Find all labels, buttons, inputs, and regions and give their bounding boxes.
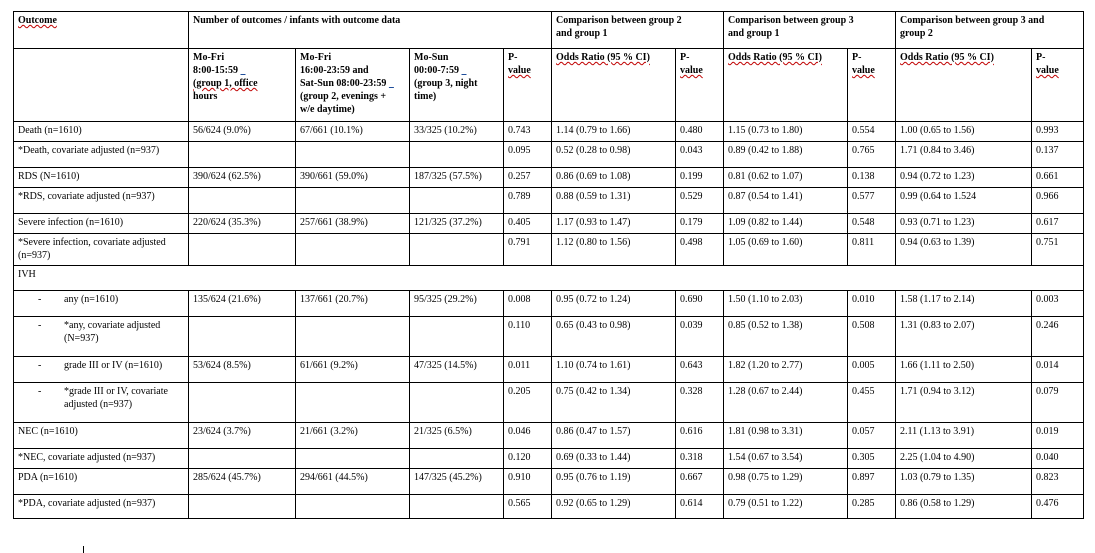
or-cell-21: 1.14 (0.79 to 1.66) [552,122,676,142]
table-row [14,469,1084,495]
pvalue-cell-31: 0.057 [848,423,896,449]
outcome-label: grade III or IV (n=1610) [64,360,163,371]
outcome-label-cell [14,214,189,234]
pvalue-cell: 0.205 [504,383,552,423]
table-row [14,214,1084,234]
pvalue-cell-31: 0.305 [848,449,896,469]
count-cell-g3 [410,495,504,519]
pvalue-cell: 0.910 [504,469,552,495]
count-cell-g2: 21/661 (3.2%) [296,423,410,449]
or-cell-21: 0.69 (0.33 to 1.44) [552,449,676,469]
count-cell-g3 [410,383,504,423]
or-cell-21: 0.95 (0.76 to 1.19) [552,469,676,495]
pvalue-cell-21: 0.318 [676,449,724,469]
or-cell-21: 1.12 (0.80 to 1.56) [552,234,676,266]
table-row [14,291,1084,317]
pvalue-cell-21: 0.643 [676,357,724,383]
table-row [14,142,1084,168]
pvalue-cell: 0.011 [504,357,552,383]
group-3-header: Mo-Sun 00:00-7:59 (group 3, night time) [410,49,504,122]
or-cell-32: 0.93 (0.71 to 1.23) [896,214,1032,234]
count-cell-g1: 390/624 (62.5%) [189,168,296,188]
count-cell-g1 [189,142,296,168]
comparison-3-2-header: Comparison between group 3 and group 2 [896,12,1084,49]
outcome-label-cont: (N=937) [64,333,99,344]
count-cell-g2: 61/661 (9.2%) [296,357,410,383]
pvalue-cell-32: 0.014 [1032,357,1084,383]
outcome-label-cell [14,291,189,317]
pvalue-cell: 0.565 [504,495,552,519]
count-cell-g2 [296,495,410,519]
count-cell-g3: 33/325 (10.2%) [410,122,504,142]
or-cell-21: 1.17 (0.93 to 1.47) [552,214,676,234]
count-cell-g2: 390/661 (59.0%) [296,168,410,188]
or-cell-31: 0.81 (0.62 to 1.07) [724,168,848,188]
pvalue-cell: 0.008 [504,291,552,317]
or-cell-32: 2.25 (1.04 to 4.90) [896,449,1032,469]
or-cell-21: 0.88 (0.59 to 1.31) [552,188,676,214]
pvalue-cell-31: 0.577 [848,188,896,214]
pvalue-cell-32: 0.476 [1032,495,1084,519]
pvalue-cell-32: 0.019 [1032,423,1084,449]
header-row-1 [14,12,1084,49]
count-cell-g2 [296,142,410,168]
pvalue-cell: 0.257 [504,168,552,188]
count-cell-g1 [189,234,296,266]
pvalue-cell-31: 0.811 [848,234,896,266]
or-cell-31: 0.87 (0.54 to 1.41) [724,188,848,214]
or-cell-31: 1.50 (1.10 to 2.03) [724,291,848,317]
pvalue-cell-32: 0.751 [1032,234,1084,266]
pvalue-cell-21: 0.616 [676,423,724,449]
comparison-3-1-header: Comparison between group 3 and group 1 [724,12,896,49]
count-cell-g1 [189,449,296,469]
outcome-label: *any, covariate adjusted [64,320,161,331]
pvalue-header: P- value [504,49,552,122]
table-row [14,122,1084,142]
or-cell-32: 0.94 (0.63 to 1.39) [896,234,1032,266]
pvalue-cell-31: 0.554 [848,122,896,142]
outcome-label-cont: (n=937) [18,250,51,261]
pvalue-cell-21: 0.039 [676,317,724,357]
pvalue-header-32: P- value [1032,49,1084,122]
count-cell-g3 [410,449,504,469]
pvalue-cell-21: 0.043 [676,142,724,168]
count-cell-g2: 257/661 (38.9%) [296,214,410,234]
count-cell-g2: 294/661 (44.5%) [296,469,410,495]
count-cell-g3 [410,188,504,214]
count-cell-g3 [410,317,504,357]
or-cell-21: 0.52 (0.28 to 0.98) [552,142,676,168]
or-cell-31: 0.79 (0.51 to 1.22) [724,495,848,519]
or-cell-32: 2.11 (1.13 to 3.91) [896,423,1032,449]
or-cell-31: 1.81 (0.98 to 3.31) [724,423,848,449]
pvalue-cell-31: 0.897 [848,469,896,495]
or-cell-32: 0.99 (0.64 to 1.524 [896,188,1032,214]
count-cell-g1: 220/624 (35.3%) [189,214,296,234]
pvalue-cell-32: 0.040 [1032,449,1084,469]
or-cell-31: 1.28 (0.67 to 2.44) [724,383,848,423]
outcome-label-cell [14,495,189,519]
outcome-label-cell [14,234,189,266]
count-cell-g1: 56/624 (9.0%) [189,122,296,142]
blank-header-cell [14,49,189,122]
outcome-label-cell [14,142,189,168]
count-cell-g3: 121/325 (37.2%) [410,214,504,234]
pvalue-cell-31: 0.138 [848,168,896,188]
outcome-label-cell [14,423,189,449]
pvalue-cell: 0.095 [504,142,552,168]
pvalue-cell-32: 0.617 [1032,214,1084,234]
count-cell-g3 [410,142,504,168]
outcome-label: Death (n=1610) [18,125,82,136]
section-row [14,266,1084,291]
pvalue-cell: 0.791 [504,234,552,266]
outcome-label-cell [14,357,189,383]
or-ci-header-32: Odds Ratio (95 % CI) [896,49,1032,122]
or-cell-21: 0.65 (0.43 to 0.98) [552,317,676,357]
or-cell-31: 0.85 (0.52 to 1.38) [724,317,848,357]
outcome-label: *NEC, covariate adjusted (n=937) [18,452,156,463]
or-cell-31: 0.98 (0.75 to 1.29) [724,469,848,495]
pvalue-cell-21: 0.667 [676,469,724,495]
pvalue-cell-31: 0.455 [848,383,896,423]
list-dash: - [38,320,42,331]
pvalue-cell-21: 0.480 [676,122,724,142]
list-dash: - [38,360,42,371]
pvalue-cell: 0.743 [504,122,552,142]
count-cell-g2: 137/661 (20.7%) [296,291,410,317]
count-cell-g1 [189,317,296,357]
or-cell-32: 1.71 (0.84 to 3.46) [896,142,1032,168]
table-row [14,234,1084,266]
pvalue-cell-21: 0.179 [676,214,724,234]
pvalue-cell: 0.110 [504,317,552,357]
count-cell-g3: 21/325 (6.5%) [410,423,504,449]
outcome-label: PDA (n=1610) [18,472,78,483]
count-cell-g2: 67/661 (10.1%) [296,122,410,142]
outcome-label-cell [14,383,189,423]
group-2-header: Mo-Fri 16:00-23:59 and Sat-Sun 08:00-23:59 (group 2, evenings + w/e daytime) [296,49,410,122]
or-cell-32: 1.31 (0.83 to 2.07) [896,317,1032,357]
count-cell-g1 [189,383,296,423]
pvalue-cell-31: 0.285 [848,495,896,519]
outcome-label-cell [14,469,189,495]
pvalue-cell-32: 0.003 [1032,291,1084,317]
outcome-label: *RDS, covariate adjusted (n=937) [18,191,155,202]
pvalue-cell: 0.046 [504,423,552,449]
count-cell-g3 [410,234,504,266]
or-cell-31: 1.54 (0.67 to 3.54) [724,449,848,469]
or-cell-32: 1.03 (0.79 to 1.35) [896,469,1032,495]
pvalue-cell-32: 0.993 [1032,122,1084,142]
count-cell-g1 [189,495,296,519]
outcome-label: NEC (n=1610) [18,426,78,437]
outcome-label-cell [14,449,189,469]
page-edge-mark [83,546,84,553]
or-ci-header-31: Odds Ratio (95 % CI) [724,49,848,122]
table-row [14,495,1084,519]
outcome-label: any (n=1610) [64,294,119,305]
count-cell-g2 [296,234,410,266]
pvalue-cell: 0.120 [504,449,552,469]
list-dash: - [38,386,42,397]
or-cell-31: 1.82 (1.20 to 2.77) [724,357,848,383]
outcome-header: Outcome [14,12,189,49]
or-cell-32: 1.58 (1.17 to 2.14) [896,291,1032,317]
or-cell-21: 0.86 (0.47 to 1.57) [552,423,676,449]
count-cell-g3: 187/325 (57.5%) [410,168,504,188]
count-cell-g3: 95/325 (29.2%) [410,291,504,317]
outcome-label: RDS (N=1610) [18,171,80,182]
pvalue-cell-31: 0.548 [848,214,896,234]
outcome-label: *Severe infection, covariate adjusted [18,237,166,248]
pvalue-cell-32: 0.966 [1032,188,1084,214]
outcome-label-cell [14,168,189,188]
table-row [14,357,1084,383]
pvalue-cell-32: 0.661 [1032,168,1084,188]
table-row [14,188,1084,214]
count-cell-g2 [296,383,410,423]
count-cell-g2 [296,317,410,357]
pvalue-cell-32: 0.137 [1032,142,1084,168]
pvalue-cell-21: 0.498 [676,234,724,266]
section-label-cell: IVH [14,266,1084,291]
pvalue-cell-21: 0.690 [676,291,724,317]
or-cell-31: 1.05 (0.69 to 1.60) [724,234,848,266]
pvalue-cell-21: 0.614 [676,495,724,519]
or-cell-21: 1.10 (0.74 to 1.61) [552,357,676,383]
outcome-label-cell [14,122,189,142]
pvalue-cell-32: 0.823 [1032,469,1084,495]
pvalue-cell-21: 0.199 [676,168,724,188]
comparison-2-1-header: Comparison between group 2 and group 1 [552,12,724,49]
count-cell-g2 [296,188,410,214]
header-row-2 [14,49,1084,122]
count-cell-g3: 147/325 (45.2%) [410,469,504,495]
outcome-label-cont: adjusted (n=937) [64,399,133,410]
table-row [14,317,1084,357]
or-cell-21: 0.92 (0.65 to 1.29) [552,495,676,519]
pvalue-header-21: P- value [676,49,724,122]
outcome-label: *PDA, covariate adjusted (n=937) [18,498,156,509]
pvalue-cell-21: 0.328 [676,383,724,423]
or-cell-31: 1.09 (0.82 to 1.44) [724,214,848,234]
or-cell-31: 0.89 (0.42 to 1.88) [724,142,848,168]
pvalue-cell-31: 0.508 [848,317,896,357]
group-1-header: Mo-Fri 8:00-15:59 (group 1, office hours [189,49,296,122]
or-cell-21: 0.86 (0.69 to 1.08) [552,168,676,188]
outcome-label-cell [14,188,189,214]
outcome-label: Severe infection (n=1610) [18,217,124,228]
or-cell-21: 0.75 (0.42 to 1.34) [552,383,676,423]
outcome-label: *Death, covariate adjusted (n=937) [18,145,160,156]
count-cell-g2 [296,449,410,469]
pvalue-header-31: P- value [848,49,896,122]
count-cell-g3: 47/325 (14.5%) [410,357,504,383]
count-cell-g1: 23/624 (3.7%) [189,423,296,449]
table-row [14,423,1084,449]
outcome-label: *grade III or IV, covariate [64,386,168,397]
or-cell-32: 1.00 (0.65 to 1.56) [896,122,1032,142]
pvalue-cell: 0.789 [504,188,552,214]
pvalue-cell-31: 0.765 [848,142,896,168]
list-dash: - [38,294,42,305]
number-outcomes-header: Number of outcomes / infants with outcome data [189,12,552,49]
outcome-label-cell [14,317,189,357]
pvalue-cell-31: 0.005 [848,357,896,383]
count-cell-g1: 135/624 (21.6%) [189,291,296,317]
or-cell-32: 1.71 (0.94 to 3.12) [896,383,1032,423]
or-cell-31: 1.15 (0.73 to 1.80) [724,122,848,142]
or-ci-header-21: Odds Ratio (95 % CI) [552,49,676,122]
pvalue-cell-31: 0.010 [848,291,896,317]
or-cell-32: 0.94 (0.72 to 1.23) [896,168,1032,188]
count-cell-g1 [189,188,296,214]
pvalue-cell-32: 0.246 [1032,317,1084,357]
or-cell-32: 1.66 (1.11 to 2.50) [896,357,1032,383]
count-cell-g1: 53/624 (8.5%) [189,357,296,383]
pvalue-cell: 0.405 [504,214,552,234]
pvalue-cell-21: 0.529 [676,188,724,214]
table-row [14,449,1084,469]
table-row [14,383,1084,423]
pvalue-cell-32: 0.079 [1032,383,1084,423]
or-cell-21: 0.95 (0.72 to 1.24) [552,291,676,317]
or-cell-32: 0.86 (0.58 to 1.29) [896,495,1032,519]
count-cell-g1: 285/624 (45.7%) [189,469,296,495]
outcomes-table [13,11,1084,519]
table-row [14,168,1084,188]
